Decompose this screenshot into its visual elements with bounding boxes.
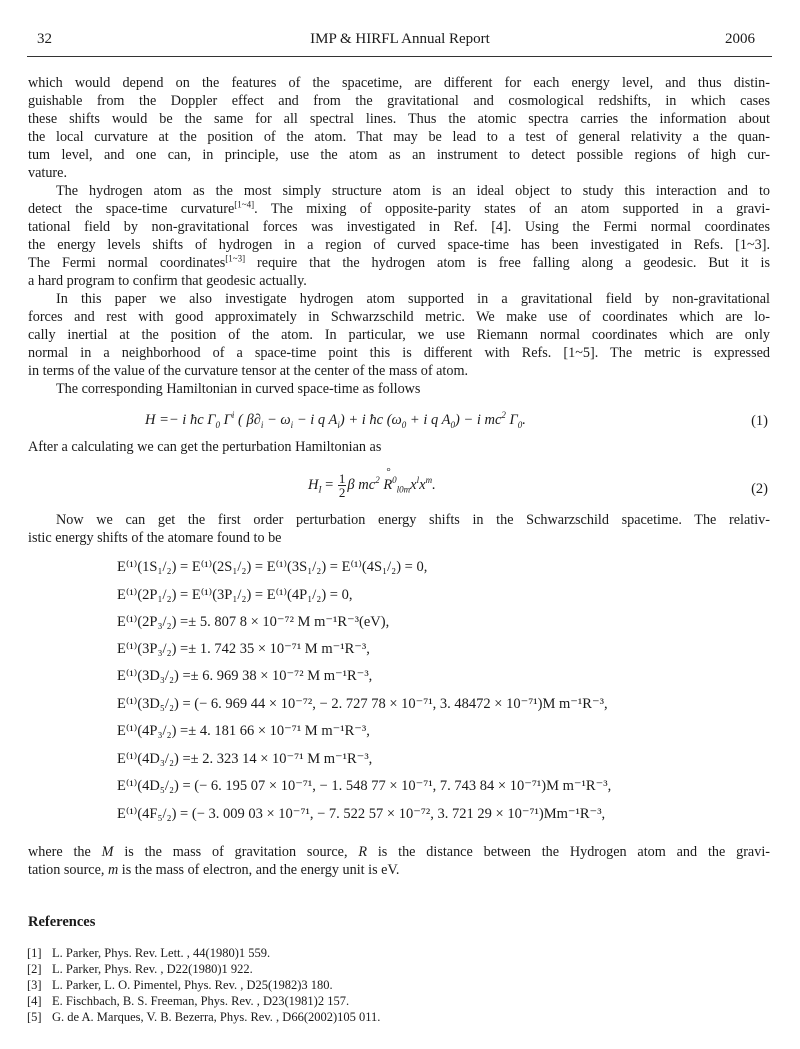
- reference-item: [27, 1010, 380, 1025]
- paragraph-5: After a calculating we can get the perturbation Hamiltonian as: [28, 439, 382, 455]
- text-line: Now we can get the first order perturbation energy shifts in the Schwarzschild spacetime. The relativ-: [56, 512, 770, 528]
- citation: [1~3]: [225, 254, 246, 264]
- eq-part: H =− i ħc Γ: [145, 412, 216, 428]
- text-line: a hard program to confirm that geodesic actually.: [28, 273, 307, 289]
- text-line: the local curvature at the position of the atom. That may be lead to a test of general relativity a the quan-: [28, 129, 770, 145]
- reference-number: [3]: [27, 978, 42, 992]
- energy-shift-row: E⁽¹⁾(2P₃/₂) =± 5. 807 8 × 10⁻⁷² M m⁻¹R⁻³(eV),: [117, 614, 390, 630]
- eq-part: ) − i mc: [454, 412, 502, 428]
- text-line: In this paper we also investigate hydrogen atom supported in a gravitational field by non-gravitational: [56, 291, 770, 307]
- symbol-m: m: [107, 862, 119, 878]
- text-span: . The mixing of opposite-parity states of an atom supported in a gravi-: [254, 201, 770, 217]
- text-line: [28, 254, 770, 272]
- references-heading: References: [28, 914, 96, 930]
- text-line: normal in a neighborhood of a space-time point this is different with Refs. [1~5]. The metric is expressed: [28, 345, 770, 361]
- eq-sub: l0m: [396, 484, 411, 495]
- text-line: [28, 861, 770, 879]
- energy-shift-row: E⁽¹⁾(3D₃/₂) =± 6. 969 38 × 10⁻⁷² M m⁻¹R⁻³,: [117, 668, 373, 684]
- reference-text: G. de A. Marques, V. B. Bezerra, Phys. Rev. , D66(2002)105 011.: [52, 1010, 381, 1024]
- eq-sup: 0: [392, 475, 397, 485]
- fraction: [338, 472, 347, 499]
- page-number: 32: [37, 31, 52, 47]
- eq-part: + i q A: [406, 412, 451, 428]
- text-span: require that the hydrogen atom is free falling along a geodesic. But it is: [245, 255, 770, 271]
- energy-shift-row: E⁽¹⁾(3P₃/₂) =± 1. 742 35 × 10⁻⁷¹ M m⁻¹R⁻³,: [117, 641, 370, 657]
- eq-part: − i q A: [293, 412, 338, 428]
- energy-shift-row: E⁽¹⁾(4F₅/₂) = (− 3. 009 03 × 10⁻⁷¹, − 7. 522 57 × 10⁻⁷², 3. 721 29 × 10⁻⁷¹)Mm⁻¹R⁻³,: [117, 806, 606, 822]
- text-line: in terms of the value of the curvature tensor at the center of the mass of atom.: [28, 363, 469, 379]
- eq-sub: 0: [450, 419, 455, 430]
- text-line: tational field by non-gravitational forces was investigated in Ref. [4]. Using the Fermi normal coordinates: [28, 219, 770, 235]
- text-span: detect the space-time curvature: [28, 201, 235, 217]
- reference-text: L. Parker, L. O. Pimentel, Phys. Rev. , D25(1982)3 180.: [52, 978, 333, 992]
- journal-title: IMP & HIRFL Annual Report: [310, 31, 490, 47]
- reference-number: [5]: [27, 1010, 42, 1024]
- text-line: The hydrogen atom as the most simply structure atom is an ideal object to study this interaction and to: [56, 183, 770, 199]
- reference-text: L. Parker, Phys. Rev. , D22(1980)1 922.: [52, 962, 253, 976]
- energy-shift-row: E⁽¹⁾(2P₁/₂) = E⁽¹⁾(3P₁/₂) = E⁽¹⁾(4P₁/₂) = 0,: [117, 587, 353, 603]
- eq-part: .: [432, 476, 436, 493]
- eq-sup: 2: [501, 410, 506, 421]
- eq-part: x: [419, 476, 426, 493]
- reference-item: [27, 978, 333, 993]
- numerator: 1: [338, 471, 346, 486]
- text-line: istic energy shifts of the atomare found to be: [28, 530, 282, 546]
- equation-1-number: (1): [751, 413, 768, 429]
- eq-sub: I: [318, 484, 322, 495]
- citation: [1~4]: [234, 200, 255, 210]
- eq-sup: l: [416, 475, 420, 485]
- energy-shift-row: E⁽¹⁾(4D₃/₂) =± 2. 323 14 × 10⁻⁷¹ M m⁻¹R⁻³,: [117, 751, 373, 767]
- eq-part: .: [522, 412, 526, 428]
- reference-text: L. Parker, Phys. Rev. Lett. , 44(1980)1 559.: [52, 946, 271, 960]
- reference-item: [27, 962, 253, 977]
- header-year: 2006: [725, 31, 755, 47]
- equation-1: [145, 412, 526, 429]
- eq-sub: 0: [517, 419, 523, 430]
- text-span: where the: [28, 844, 102, 860]
- text-span: is the mass of electron, and the energy unit is eV.: [118, 862, 400, 878]
- text-line: [28, 843, 770, 861]
- reference-number: [4]: [27, 994, 42, 1008]
- energy-shift-row: E⁽¹⁾(4D₅/₂) = (− 6. 195 07 × 10⁻⁷¹, − 1. 548 77 × 10⁻⁷¹, 7. 743 84 × 10⁻⁷¹)M m⁻¹R⁻³,: [117, 778, 612, 794]
- eq-part: Γ: [220, 412, 232, 428]
- text-line: these shifts would be the same for all spectral lines. Thus the atomic spectra carries the information about: [28, 111, 770, 127]
- eq-part: ( β∂: [234, 412, 261, 428]
- header-rule: [27, 56, 772, 57]
- denominator: 2: [338, 485, 346, 500]
- reference-number: [2]: [27, 962, 42, 976]
- text-span: tation source,: [28, 862, 108, 878]
- equation-2: [308, 472, 436, 499]
- text-line: vature.: [28, 165, 67, 181]
- text-line: cally inertial at the position of the atom. In particular, we use Riemann normal coordinates which are only: [28, 327, 770, 343]
- eq-sup: i: [231, 410, 235, 421]
- text-line: [28, 200, 770, 218]
- eq-sub: 0: [215, 419, 221, 430]
- text-span: The Fermi normal coordinates: [28, 255, 226, 271]
- eq-part: − ω: [263, 412, 291, 428]
- text-span: is the distance between the Hydrogen atom and the gravi-: [367, 844, 770, 860]
- energy-shift-row: E⁽¹⁾(4P₃/₂) =± 4. 181 66 × 10⁻⁷¹ M m⁻¹R⁻³,: [117, 723, 370, 739]
- text-line: which would depend on the features of the spacetime, are different for each energy level, and thus distin-: [28, 75, 770, 91]
- eq-part: ) + i ħc (ω: [339, 412, 402, 428]
- symbol-R: R: [358, 844, 367, 860]
- reference-item: [27, 994, 349, 1009]
- text-line: the energy levels shifts of hydrogen in a region of curved space-time has been investigated in Refs. [1~3].: [28, 237, 770, 253]
- eq-part: Γ: [505, 412, 518, 428]
- eq-part: β mc: [347, 476, 376, 493]
- eq-sub: 0: [401, 419, 407, 430]
- text-line: forces and rest with good approximately in Schwarzschild metric. We make use of coordinates which are lo-: [28, 309, 770, 325]
- reference-item: [27, 946, 270, 961]
- paragraph-4: The corresponding Hamiltonian in curved space-time as follows: [56, 381, 421, 397]
- reference-text: E. Fischbach, B. S. Freeman, Phys. Rev. , D23(1981)2 157.: [52, 994, 350, 1008]
- text-span: is the mass of gravitation source,: [113, 844, 359, 860]
- text-line: tum level, and one can, in principle, use the atom as an instrument to detect possible regions of high cur-: [28, 147, 770, 163]
- energy-shift-row: E⁽¹⁾(1S₁/₂) = E⁽¹⁾(2S₁/₂) = E⁽¹⁾(3S₁/₂) = E⁽¹⁾(4S₁/₂) = 0,: [117, 559, 428, 575]
- eq-part: H: [308, 476, 319, 493]
- eq-part: ° R: [383, 477, 392, 494]
- eq-sub: i: [337, 419, 340, 430]
- eq-sup: 2: [375, 475, 380, 485]
- reference-number: [1]: [27, 946, 42, 960]
- equation-2-number: (2): [751, 481, 768, 497]
- eq-sup: m: [425, 475, 433, 485]
- eq-part: x: [410, 476, 417, 493]
- energy-shift-row: E⁽¹⁾(3D₅/₂) = (− 6. 969 44 × 10⁻⁷², − 2. 727 78 × 10⁻⁷¹, 3. 48472 × 10⁻⁷¹)M m⁻¹R⁻³,: [117, 696, 608, 712]
- eq-sub: i: [260, 419, 264, 430]
- symbol-M: M: [101, 844, 114, 860]
- text-line: guishable from the Doppler effect and from the gravitational and cosmological redshifts, in which cases: [28, 93, 770, 109]
- eq-part: =: [321, 476, 337, 493]
- eq-sub: i: [290, 419, 294, 430]
